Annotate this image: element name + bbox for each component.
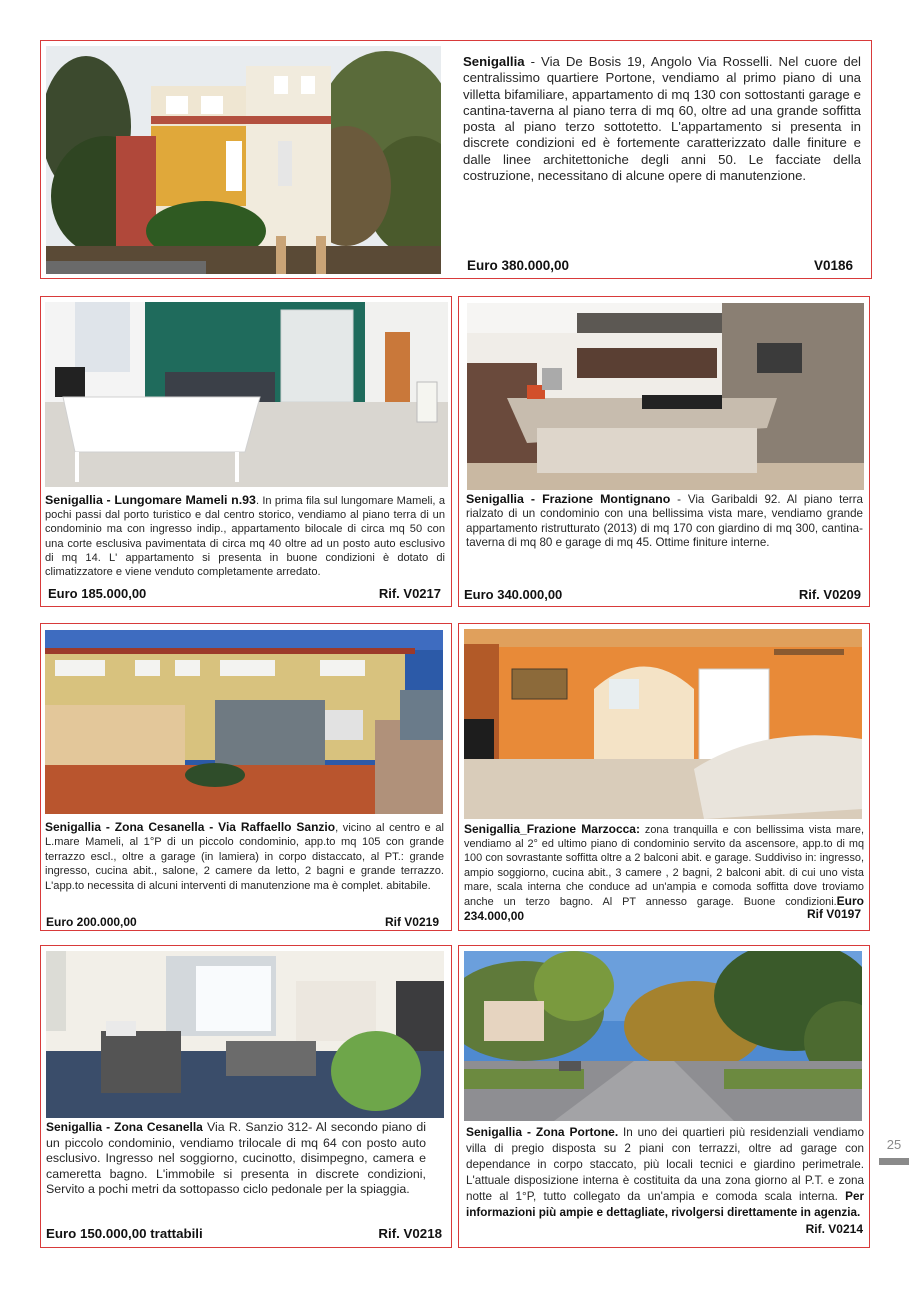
listing-price: Euro 200.000,00 (46, 915, 137, 929)
listing-title: Senigallia - Lungomare Mameli n.93 (45, 493, 256, 507)
listing-card-v0214[interactable] (458, 945, 870, 1248)
office-photo (46, 951, 444, 1118)
listing-title: Senigallia_Frazione Marzocca: (464, 822, 640, 836)
listing-card-v0197[interactable] (458, 623, 870, 931)
listing-ref: Rif. V0214 (805, 1222, 863, 1236)
listing-body: Via R. Sanzio 312- Al secondo piano di un piccolo condominio, vendiamo trilocale di mq 64 con posto auto esclusivo. Ingresso nel soggiorno, cucinotto, disimpegno, camera e cameretta bagno. L'immobile si presenta in discrete condizioni, Servito a pochi metri da sottopasso ciclo pedonale per la spiaggia. (46, 1120, 426, 1197)
villa-photo (46, 46, 441, 274)
listing-price: Euro 234.000,00 (464, 894, 864, 924)
listing-contact-note: Per informazioni più ampie e dettagliate, rivolgersi direttamente in agenzia. (466, 1190, 865, 1219)
listing-description (463, 54, 861, 184)
listing-description (466, 492, 863, 551)
listing-ref: Rif. V0218 (378, 1226, 442, 1241)
listing-ref: Rif V0219 (384, 915, 439, 929)
listing-description (45, 820, 444, 893)
listing-price: Euro 150.000,00 trattabili (46, 1226, 203, 1241)
listing-card-v0209[interactable] (458, 296, 870, 607)
listing-body: zona tranquilla e con bellissima vista mare, vendiamo al 2° ed ultimo piano di condominio servito da ascensore, app.to di mq 100 con sovrastante soffitta oltre a 2 balconi abit. e garage. Suddiviso in: ingresso, ampio soggiorno, cucina abit., 3 camere , 2 bagni, 2 balconi abit. di cui uno vista mare, scala interna che conduce ad un'ampia e comoda soffitta dove troviamo anche un terzo bagno. Al PT annesso garage. Buone condizioni. (464, 824, 864, 909)
living-room-photo (45, 302, 448, 487)
listing-price: Euro 185.000,00 (48, 586, 147, 601)
open-space-photo (464, 629, 862, 819)
listing-price: Euro 380.000,00 (467, 258, 570, 273)
listing-body: , vicino al centro e al L.mare Mameli, al 1°P di un piccolo condominio, app.to mq 105 con grande terrazzo escl., oltre a garage (in lamiera) in corpo distaccato, al PT.: grande ingresso, cucina abit., salone, 2 camere da letto, 2 bagni e grande terrazzo. L'app.to necessita di alcuni interventi di manutenzione ma è complet. abitabile. (45, 822, 444, 892)
listing-body: . In prima fila sul lungomare Mameli, a pochi passi dal porto turistico e dal centro storico, vendiamo al piano terra di un condominio ma con ingresso indip., appartamento bilocale di circa mq 50 con una corte esclusiva pavimentata di circa mq 40 oltre ad un posto auto esclusivo di mq 14. L' appartamento si presenta in buone condizioni è dotato di climatizzatore e viene venduto completamente arredato. (45, 495, 445, 579)
listing-body: - Via Garibaldi 92. Al piano terra rialzato di un condominio con una bellissima vista mare, vendiamo grande appartamento ristrutturato (2013) di mq 170 con giardino di mq 300, cantina-taverna di mq 80 e garage di mq 45. Ottime finiture interne. (466, 493, 863, 550)
listing-card-v0218[interactable] (40, 945, 452, 1248)
listing-description (466, 1124, 864, 1221)
page-number: 25 (886, 1137, 902, 1152)
listing-card-v0217[interactable] (40, 296, 452, 607)
listing-title: Senigallia - Zona Portone. (466, 1125, 619, 1139)
listing-title: Senigallia - Zona Cesanella - Via Raffaello Sanzio (45, 820, 336, 834)
terrace-photo (45, 630, 443, 814)
listing-title: Senigallia - Zona Cesanella (46, 1120, 203, 1134)
listing-ref: Rif V0197 (806, 907, 861, 921)
listing-title: Senigallia (463, 54, 525, 69)
listing-body: In uno dei quartieri più residenziali vendiamo villa di pregio disposta su 2 piani con terrazzi, oltre ad garage con dependance in corpo staccato, più locali tecnici e giardino perimetrale. L'attuale disposizione interna è costituita da una zona giorno al P.T. e zona notte al 1°P, tutto collegato da un'ampia e comoda scala interna. (466, 1126, 864, 1203)
listing-description (46, 1120, 426, 1198)
listing-card-v0186[interactable] (40, 40, 872, 279)
listing-card-v0219[interactable] (40, 623, 452, 931)
listing-description (45, 493, 445, 579)
listing-title: Senigallia - Frazione Montignano (466, 492, 671, 506)
listing-ref: Rif. V0217 (378, 586, 441, 601)
listing-ref: V0186 (813, 258, 853, 273)
street-photo (464, 951, 862, 1121)
listing-price: Euro 340.000,00 (464, 587, 563, 602)
kitchen-photo (467, 303, 864, 490)
page-number-bar (879, 1158, 909, 1165)
listing-body: - Via De Bosis 19, Angolo Via Rosselli. Nel cuore del centralissimo quartiere Portone, vendiamo al primo piano di una villetta bifamiliare, appartamento di mq 130 con sottostanti garage e cantina-taverna al piano terra di mq 60, oltre ad una grande soffitta posta al piano terzo sottotetto. L'appartamento si presenta in discrete condizioni ed è fortemente caratterizzato dalle finiture e dalle linee architettoniche degli anni 50. Le facciate della costruzione, necessitano di alcune opere di manutenzione. (463, 54, 861, 184)
listing-ref: Rif. V0209 (798, 587, 861, 602)
